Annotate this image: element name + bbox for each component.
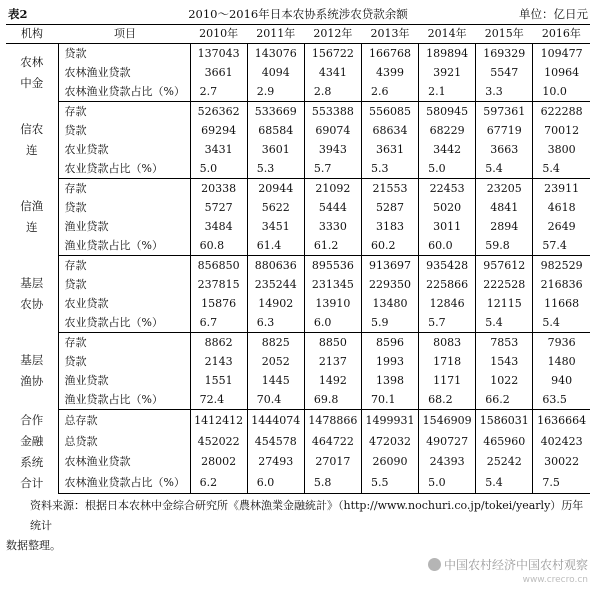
table-row — [6, 352, 590, 371]
value-cell: 67719 — [476, 121, 533, 140]
org-cell: 基层渔协 — [6, 333, 58, 410]
value-cell: 1480 — [547, 355, 576, 368]
value-cell: 8083 — [419, 333, 476, 353]
value-cell: 237815 — [190, 275, 247, 294]
value-cell: 2.9 — [247, 82, 304, 102]
table-row — [6, 371, 590, 390]
value-cell: 5.4 — [533, 313, 590, 333]
item-cell: 农业贷款占比（%） — [58, 313, 190, 333]
value-cell: 216836 — [540, 278, 583, 291]
value-cell: 7853 — [476, 333, 533, 353]
value-cell: 25242 — [476, 451, 533, 472]
value-cell: 2.7 — [190, 82, 247, 102]
value-cell: 5.4 — [476, 472, 533, 493]
source-note — [6, 496, 590, 556]
value-cell: 60.8 — [190, 236, 247, 256]
value-cell: 3661 — [190, 63, 247, 82]
table-row — [6, 256, 590, 276]
value-cell: 4341 — [304, 63, 361, 82]
value-cell: 982529 — [540, 259, 583, 272]
value-cell: 66.2 — [476, 390, 533, 410]
item-cell: 存款 — [58, 333, 190, 353]
value-cell: 10964 — [544, 66, 580, 79]
table-header-row — [6, 4, 590, 24]
item-cell: 存款 — [58, 179, 190, 199]
value-cell: 4618 — [547, 201, 576, 214]
value-cell: 2.1 — [419, 82, 476, 102]
value-cell: 68634 — [361, 121, 418, 140]
watermark-text: 中国农村经济中国农村观察 — [443, 558, 588, 572]
value-cell: 20338 — [190, 179, 247, 199]
value-cell: 222528 — [476, 275, 533, 294]
value-cell: 1718 — [419, 352, 476, 371]
value-cell: 5727 — [190, 198, 247, 217]
value-cell: 3330 — [304, 217, 361, 236]
value-cell: 3943 — [304, 140, 361, 159]
value-cell: 556085 — [361, 102, 418, 122]
value-cell: 957612 — [476, 256, 533, 276]
table-row — [6, 390, 590, 410]
table-row — [6, 217, 590, 236]
value-cell: 5.7 — [304, 159, 361, 179]
table-body — [6, 44, 590, 494]
value-cell: 935428 — [419, 256, 476, 276]
value-cell: 12846 — [419, 294, 476, 313]
value-cell: 580945 — [419, 102, 476, 122]
table-row — [6, 159, 590, 179]
value-cell: 68229 — [419, 121, 476, 140]
value-cell: 940 — [551, 374, 573, 387]
value-cell: 5.4 — [476, 313, 533, 333]
value-cell: 5622 — [247, 198, 304, 217]
item-cell: 农林渔业贷款 — [58, 63, 190, 82]
column-header-year: 2016年 — [533, 25, 590, 44]
item-cell: 贷款 — [58, 44, 190, 64]
value-cell: 1412412 — [190, 410, 247, 431]
value-cell: 13910 — [304, 294, 361, 313]
item-cell: 总贷款 — [58, 431, 190, 452]
value-cell: 156722 — [304, 44, 361, 64]
item-cell: 渔业贷款占比（%） — [58, 236, 190, 256]
value-cell: 5.4 — [476, 159, 533, 179]
value-cell: 452022 — [190, 431, 247, 452]
value-cell: 23911 — [544, 182, 580, 195]
loan-balance-table — [6, 24, 590, 494]
value-cell: 20944 — [247, 179, 304, 199]
value-cell: 2052 — [247, 352, 304, 371]
value-cell: 61.2 — [304, 236, 361, 256]
value-cell: 68584 — [247, 121, 304, 140]
value-cell: 6.0 — [304, 313, 361, 333]
value-cell: 69074 — [304, 121, 361, 140]
value-cell: 3800 — [547, 143, 576, 156]
value-cell: 5.8 — [304, 472, 361, 493]
org-cell: 合作金融系统合计 — [6, 410, 58, 494]
value-cell: 5287 — [361, 198, 418, 217]
table-row — [6, 313, 590, 333]
table-row — [6, 121, 590, 140]
value-cell: 2649 — [547, 220, 576, 233]
column-header-year: 2014年 — [419, 25, 476, 44]
item-cell: 农业贷款 — [58, 294, 190, 313]
value-cell: 63.5 — [533, 390, 590, 410]
value-cell: 4094 — [247, 63, 304, 82]
value-cell: 880636 — [247, 256, 304, 276]
value-cell: 229350 — [361, 275, 418, 294]
value-cell: 1492 — [304, 371, 361, 390]
value-cell: 26090 — [361, 451, 418, 472]
value-cell: 2.8 — [304, 82, 361, 102]
org-cell: 信渔连 — [6, 179, 58, 256]
value-cell: 61.4 — [247, 236, 304, 256]
column-header-year: 2011年 — [247, 25, 304, 44]
value-cell: 553388 — [304, 102, 361, 122]
value-cell: 3442 — [419, 140, 476, 159]
unit-label: 单位：亿日元 — [519, 7, 588, 21]
table-row — [6, 63, 590, 82]
value-cell: 28002 — [190, 451, 247, 472]
column-header-item: 项目 — [58, 25, 190, 44]
org-cell: 农林中金 — [6, 44, 58, 102]
value-cell: 27493 — [247, 451, 304, 472]
value-cell: 60.2 — [361, 236, 418, 256]
value-cell: 5.3 — [247, 159, 304, 179]
value-cell: 7936 — [547, 336, 576, 349]
value-cell: 3921 — [419, 63, 476, 82]
value-cell: 454578 — [247, 431, 304, 452]
table-title: 2010～2016年日本农协系统涉农贷款余额 — [188, 7, 408, 21]
value-cell: 402423 — [540, 434, 583, 448]
item-cell: 渔业贷款占比（%） — [58, 390, 190, 410]
org-cell: 基层农协 — [6, 256, 58, 333]
value-cell: 6.0 — [247, 472, 304, 493]
value-cell: 5.7 — [419, 313, 476, 333]
value-cell: 597361 — [476, 102, 533, 122]
column-header-year: 2012年 — [304, 25, 361, 44]
value-cell: 1551 — [190, 371, 247, 390]
value-cell: 1586031 — [476, 410, 533, 431]
value-cell: 109477 — [540, 47, 583, 60]
value-cell: 169329 — [476, 44, 533, 64]
value-cell: 5.0 — [419, 159, 476, 179]
value-cell: 8596 — [361, 333, 418, 353]
table-row — [6, 198, 590, 217]
value-cell: 1398 — [361, 371, 418, 390]
value-cell: 70.4 — [247, 390, 304, 410]
value-cell: 526362 — [190, 102, 247, 122]
item-cell: 农业贷款占比（%） — [58, 159, 190, 179]
table-row — [6, 236, 590, 256]
item-cell: 贷款 — [58, 121, 190, 140]
table-row — [6, 333, 590, 353]
value-cell: 464722 — [304, 431, 361, 452]
value-cell: 1499931 — [361, 410, 418, 431]
value-cell: 189894 — [419, 44, 476, 64]
value-cell: 22453 — [419, 179, 476, 199]
item-cell: 贷款 — [58, 275, 190, 294]
table-row — [6, 140, 590, 159]
value-cell: 13480 — [361, 294, 418, 313]
item-cell: 贷款 — [58, 352, 190, 371]
value-cell: 5.0 — [419, 472, 476, 493]
value-cell: 15876 — [190, 294, 247, 313]
value-cell: 5.0 — [190, 159, 247, 179]
source-note-line-2: 数据整理。 — [6, 539, 61, 552]
value-cell: 2.6 — [361, 82, 418, 102]
value-cell: 4841 — [476, 198, 533, 217]
item-cell: 存款 — [58, 256, 190, 276]
value-cell: 69294 — [190, 121, 247, 140]
value-cell: 8825 — [247, 333, 304, 353]
value-cell: 69.8 — [304, 390, 361, 410]
value-cell: 235244 — [247, 275, 304, 294]
value-cell: 30022 — [544, 455, 580, 469]
item-cell: 存款 — [58, 102, 190, 122]
value-cell: 6.2 — [190, 472, 247, 493]
table-number: 表2 — [8, 7, 28, 21]
value-cell: 5.5 — [361, 472, 418, 493]
table-row — [6, 451, 590, 472]
table-row — [6, 410, 590, 431]
value-cell: 3663 — [476, 140, 533, 159]
value-cell: 10.0 — [533, 82, 590, 102]
value-cell: 3.3 — [476, 82, 533, 102]
value-cell: 5547 — [476, 63, 533, 82]
column-header-year: 2015年 — [476, 25, 533, 44]
table-row — [6, 275, 590, 294]
value-cell: 12115 — [476, 294, 533, 313]
watermark-url: www.crecro.cn — [522, 575, 588, 585]
item-cell: 贷款 — [58, 198, 190, 217]
column-header-year: 2010年 — [190, 25, 247, 44]
value-cell: 8862 — [190, 333, 247, 353]
value-cell: 3631 — [361, 140, 418, 159]
value-cell: 27017 — [304, 451, 361, 472]
value-cell: 68.2 — [419, 390, 476, 410]
value-cell: 70.1 — [361, 390, 418, 410]
value-cell: 3451 — [247, 217, 304, 236]
value-cell: 3484 — [190, 217, 247, 236]
value-cell: 21553 — [361, 179, 418, 199]
item-cell: 农林渔业贷款占比（%） — [58, 82, 190, 102]
value-cell: 1546909 — [419, 410, 476, 431]
value-cell: 1543 — [476, 352, 533, 371]
value-cell: 11668 — [544, 297, 580, 310]
value-cell: 1444074 — [247, 410, 304, 431]
value-cell: 3431 — [190, 140, 247, 159]
item-cell: 渔业贷款 — [58, 371, 190, 390]
value-cell: 60.0 — [419, 236, 476, 256]
value-cell: 3011 — [419, 217, 476, 236]
value-cell: 166768 — [361, 44, 418, 64]
table-row — [6, 102, 590, 122]
org-cell: 信农连 — [6, 102, 58, 179]
value-cell: 490727 — [419, 431, 476, 452]
value-cell: 225866 — [419, 275, 476, 294]
value-cell: 143076 — [247, 44, 304, 64]
item-cell: 农林渔业贷款占比（%） — [58, 472, 190, 493]
value-cell: 24393 — [419, 451, 476, 472]
value-cell: 7.5 — [533, 472, 590, 493]
value-cell: 70012 — [544, 124, 580, 137]
value-cell: 2143 — [190, 352, 247, 371]
table-row — [6, 472, 590, 493]
value-cell: 5020 — [419, 198, 476, 217]
table-row — [6, 179, 590, 199]
item-cell: 农林渔业贷款 — [58, 451, 190, 472]
table-row — [6, 82, 590, 102]
column-header-row — [6, 25, 590, 44]
value-cell: 1636664 — [537, 413, 587, 427]
value-cell: 895536 — [304, 256, 361, 276]
value-cell: 856850 — [190, 256, 247, 276]
item-cell: 渔业贷款 — [58, 217, 190, 236]
value-cell: 23205 — [476, 179, 533, 199]
value-cell: 2137 — [304, 352, 361, 371]
value-cell: 6.7 — [190, 313, 247, 333]
value-cell: 59.8 — [476, 236, 533, 256]
wechat-icon — [428, 558, 441, 571]
value-cell: 913697 — [361, 256, 418, 276]
value-cell: 5.4 — [533, 159, 590, 179]
value-cell: 2894 — [476, 217, 533, 236]
value-cell: 72.4 — [190, 390, 247, 410]
table-row — [6, 431, 590, 452]
table-row — [6, 294, 590, 313]
value-cell: 3601 — [247, 140, 304, 159]
value-cell: 4399 — [361, 63, 418, 82]
value-cell: 6.3 — [247, 313, 304, 333]
value-cell: 3183 — [361, 217, 418, 236]
value-cell: 1022 — [476, 371, 533, 390]
item-cell: 农业贷款 — [58, 140, 190, 159]
value-cell: 1445 — [247, 371, 304, 390]
value-cell: 1993 — [361, 352, 418, 371]
column-header-org: 机构 — [6, 25, 58, 44]
table-row — [6, 44, 590, 64]
watermark — [428, 558, 588, 588]
value-cell: 465960 — [476, 431, 533, 452]
value-cell: 5444 — [304, 198, 361, 217]
value-cell: 231345 — [304, 275, 361, 294]
value-cell: 1478866 — [304, 410, 361, 431]
document-page — [6, 4, 590, 556]
source-note-line-1: 资料来源：根据日本农林中金综合研究所《農林漁業金融統計》（http://www.nochuri.co.jp/tokei/yearly）历年统计 — [30, 499, 584, 532]
value-cell: 622288 — [540, 105, 583, 118]
value-cell: 5.9 — [361, 313, 418, 333]
value-cell: 472032 — [361, 431, 418, 452]
value-cell: 533669 — [247, 102, 304, 122]
item-cell: 总存款 — [58, 410, 190, 431]
value-cell: 1171 — [419, 371, 476, 390]
value-cell: 21092 — [304, 179, 361, 199]
value-cell: 8850 — [304, 333, 361, 353]
value-cell: 57.4 — [533, 236, 590, 256]
value-cell: 14902 — [247, 294, 304, 313]
value-cell: 5.3 — [361, 159, 418, 179]
value-cell: 137043 — [190, 44, 247, 64]
column-header-year: 2013年 — [361, 25, 418, 44]
